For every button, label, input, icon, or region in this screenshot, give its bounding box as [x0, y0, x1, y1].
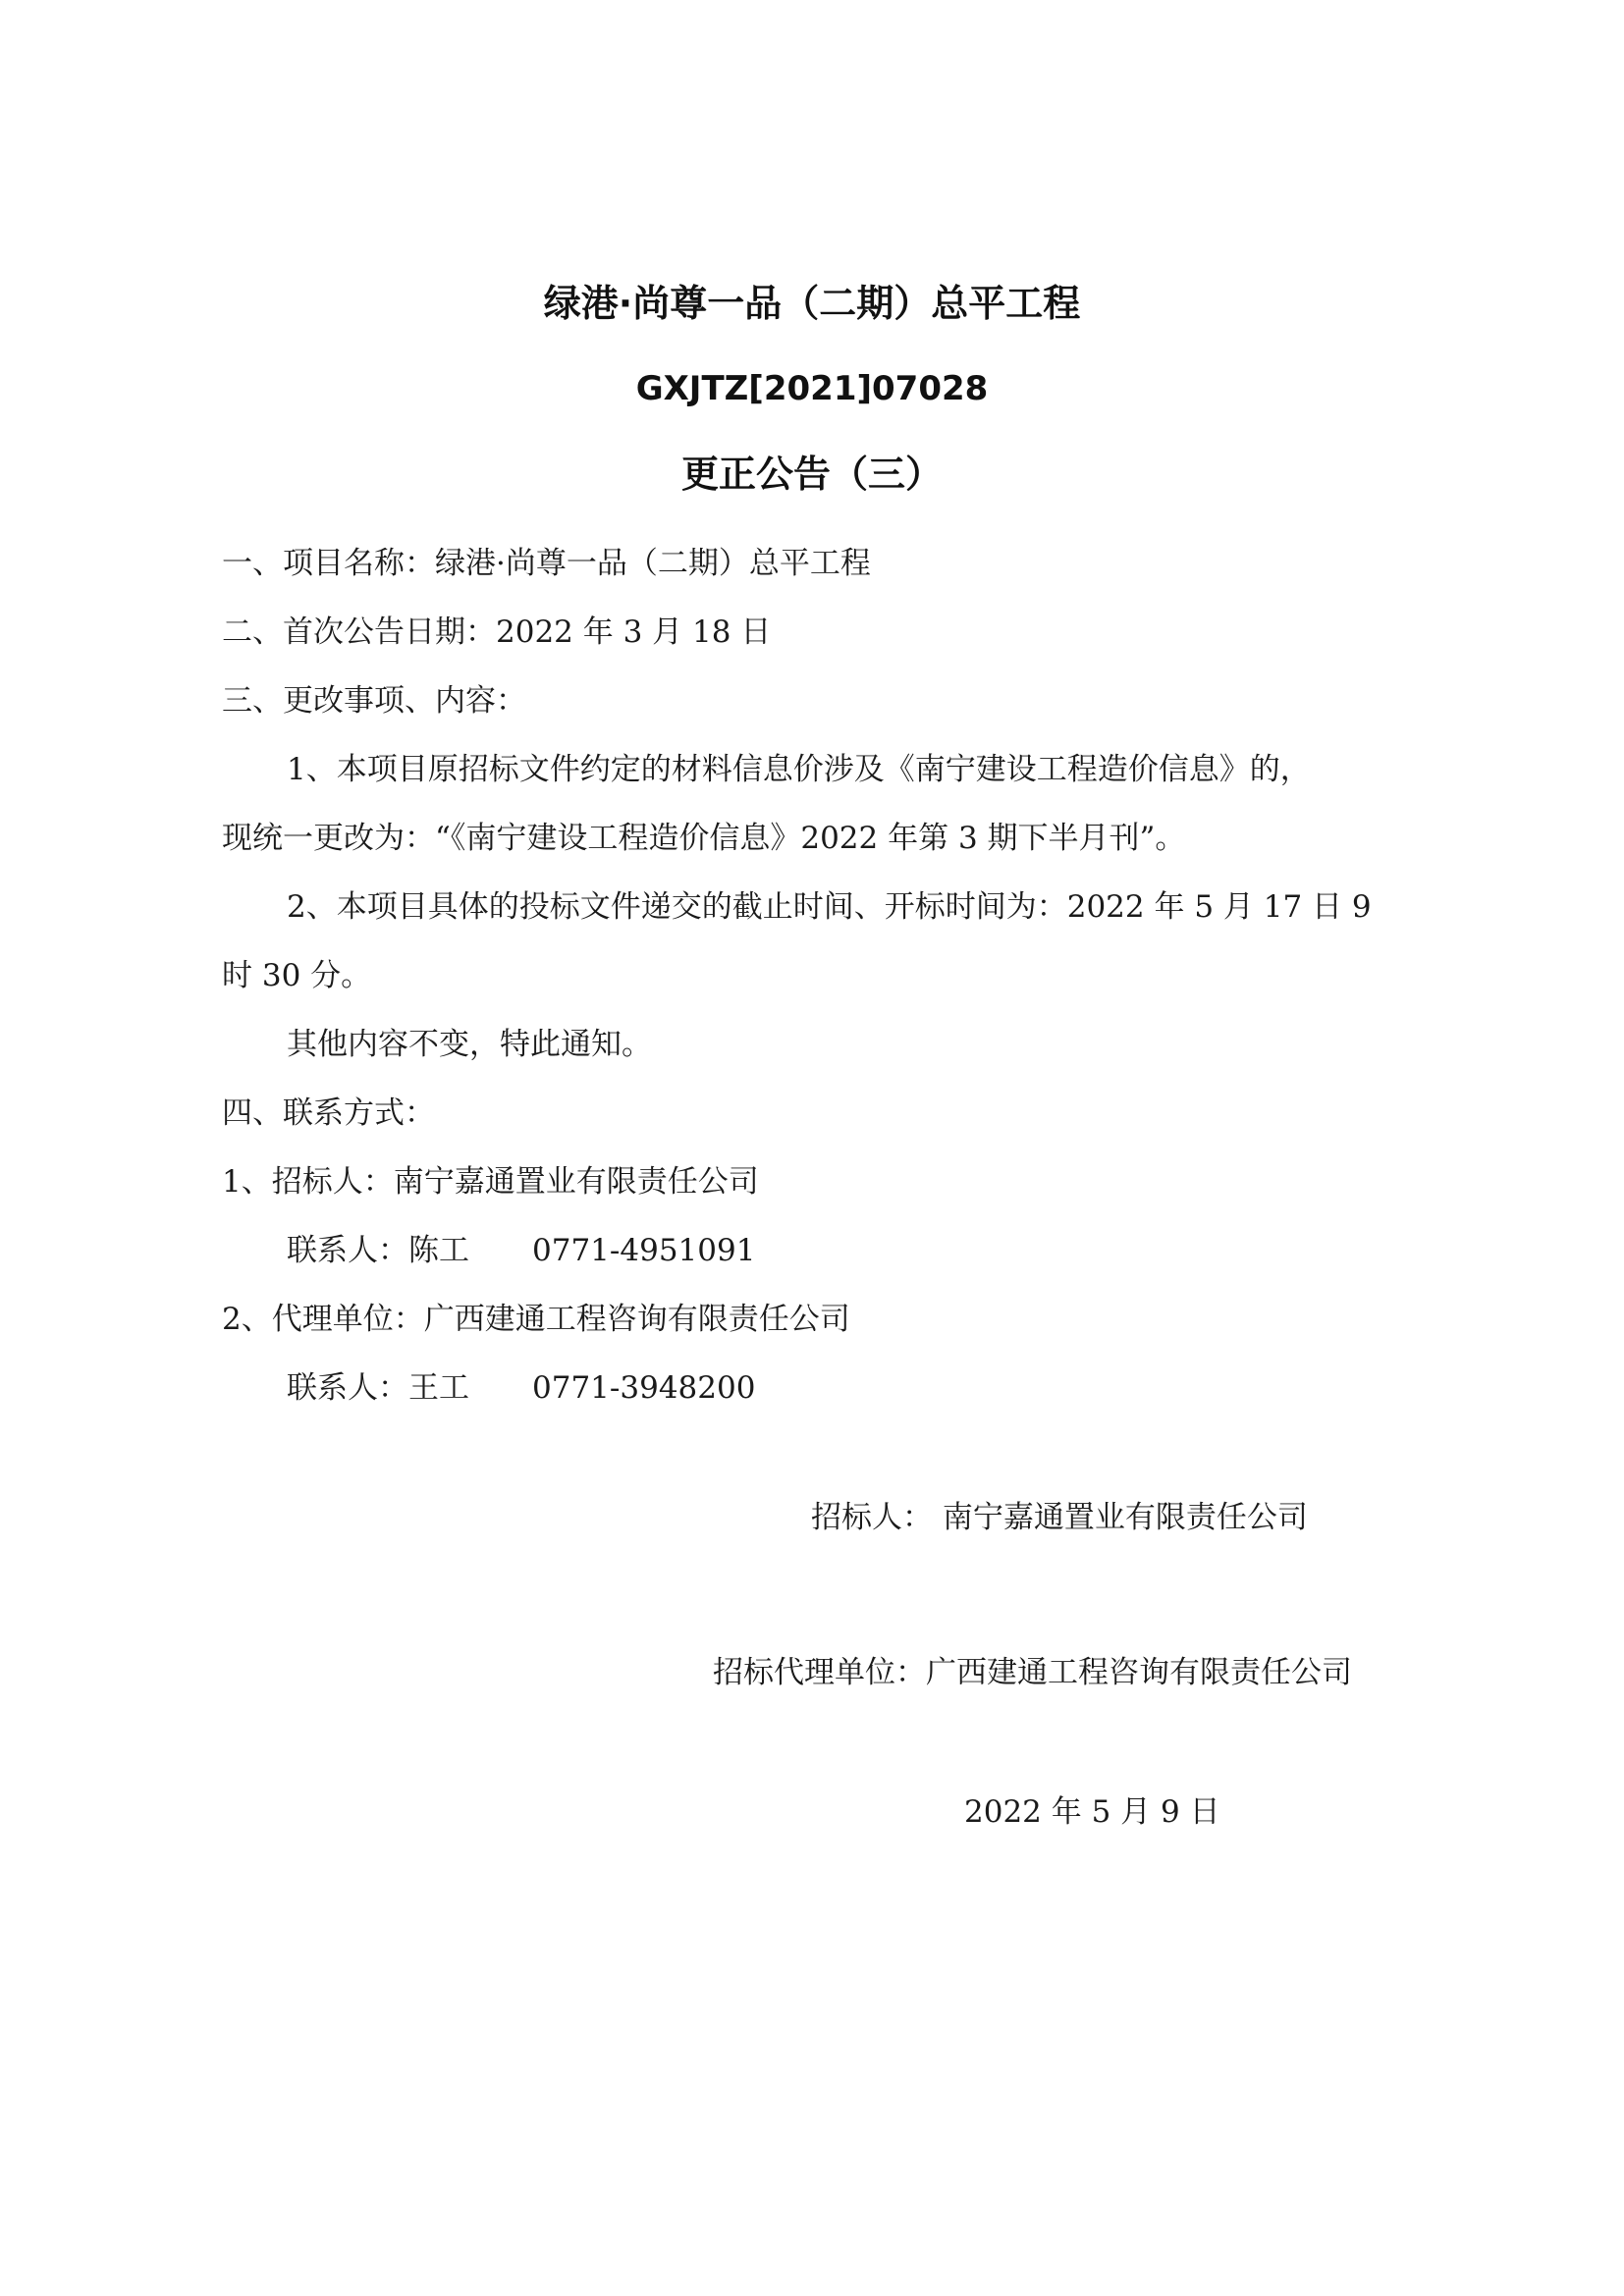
- item-contact-heading: 四、联系方式：: [222, 1095, 435, 1131]
- change-1-line-1: 1、本项目原招标文件约定的材料信息价涉及《南宁建设工程造价信息》的，: [287, 752, 1311, 787]
- item-change-heading: 三、更改事项、内容：: [222, 683, 526, 719]
- contact-2-row: [287, 1368, 755, 1408]
- contact-2-person: 联系人：王工: [287, 1370, 469, 1406]
- change-1-line-2: 现统一更改为：“《南宁建设工程造价信息》2022 年第 3 期下半月刊”。: [222, 821, 1186, 856]
- project-code: GXJTZ[2021]07028: [635, 369, 989, 408]
- other-content-note: 其他内容不变，特此通知。: [287, 1027, 652, 1062]
- change-2-line-2: 时 30 分。: [222, 958, 372, 993]
- signature-date: 2022 年 5 月 9 日: [964, 1794, 1220, 1830]
- contact-1-phone: 0771-4951091: [532, 1233, 756, 1268]
- contact-1-org: 1、招标人：南宁嘉通置业有限责任公司: [222, 1164, 759, 1200]
- item-project-name: 一、项目名称：绿港·尚尊一品（二期）总平工程: [222, 546, 871, 581]
- signature-tenderer: 招标人： 南宁嘉通置业有限责任公司: [811, 1500, 1308, 1535]
- project-title: 绿港·尚尊一品（二期）总平工程: [543, 282, 1081, 325]
- contact-1-row: [287, 1231, 755, 1270]
- contact-2-org: 2、代理单位：广西建通工程咨询有限责任公司: [222, 1302, 850, 1337]
- signature-agency: 招标代理单位：广西建通工程咨询有限责任公司: [713, 1655, 1352, 1690]
- change-2-line-1: 2、本项目具体的投标文件递交的截止时间、开标时间为：2022 年 5 月 17 日 9: [287, 889, 1372, 925]
- contact-1-person: 联系人：陈工: [287, 1233, 469, 1268]
- notice-title: 更正公告（三）: [680, 453, 943, 496]
- contact-2-phone: 0771-3948200: [532, 1370, 756, 1406]
- item-first-notice-date: 二、首次公告日期：2022 年 3 月 18 日: [222, 614, 772, 650]
